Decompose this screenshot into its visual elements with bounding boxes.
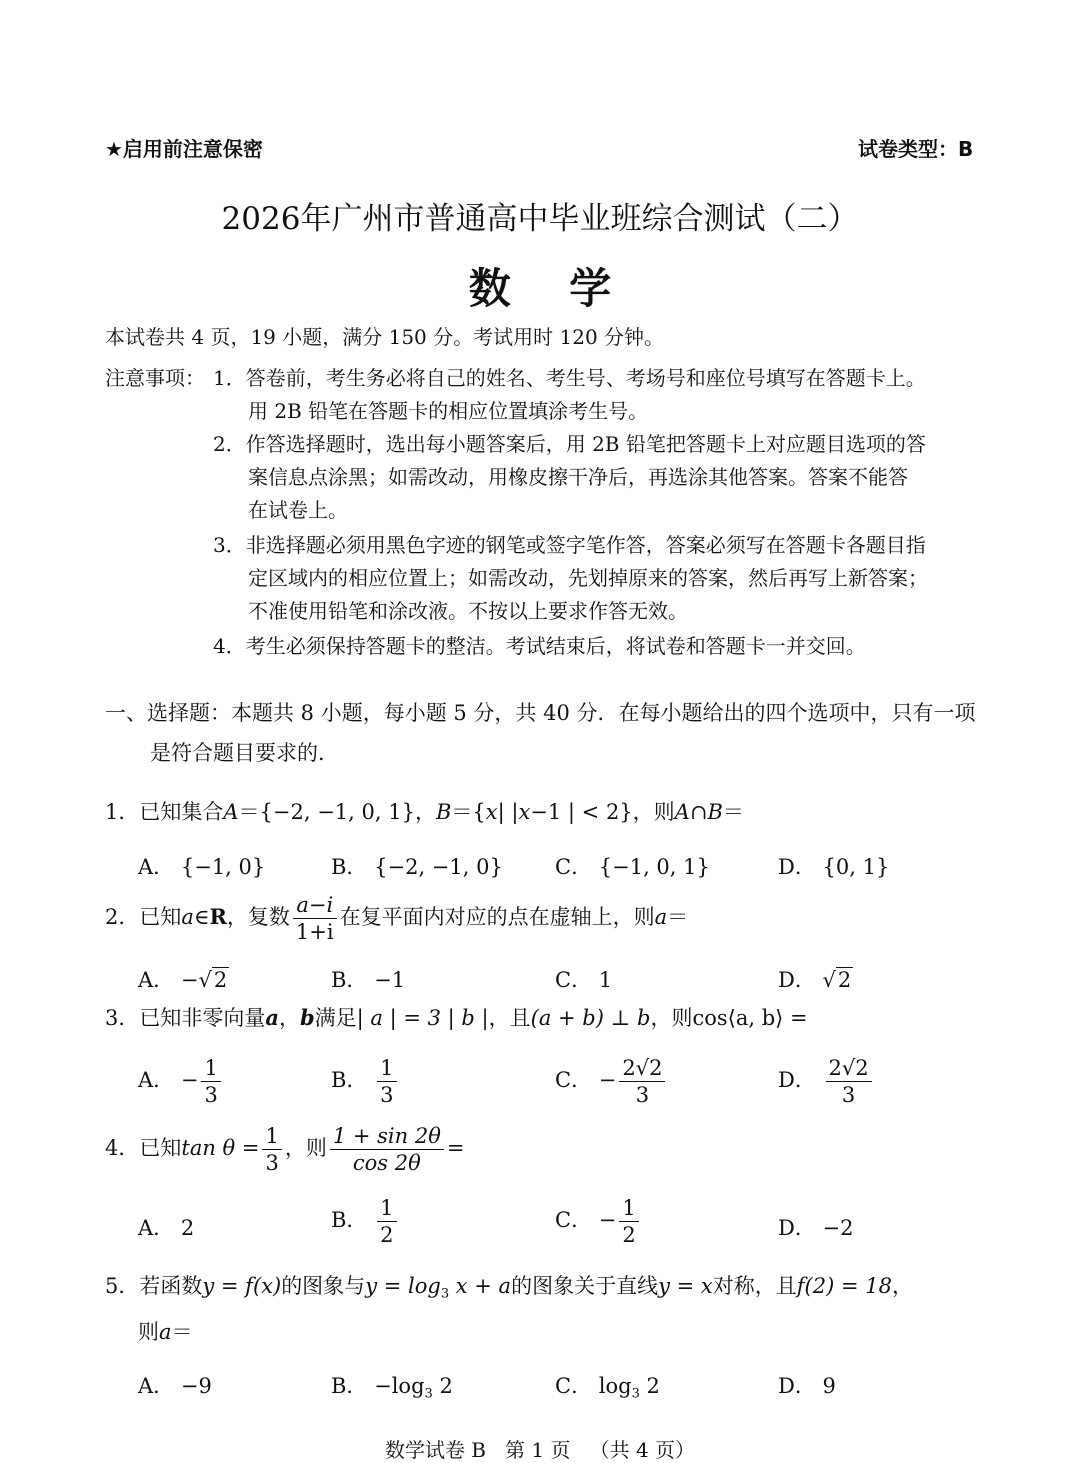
option-c: C． − $\frac{1}{2}$ — [555, 1196, 642, 1247]
exam-title: 2026年广州市普通高中毕业班综合测试（二） — [221, 201, 859, 237]
option-c: C． − $\frac{2√2}{3}$ — [555, 1056, 668, 1107]
option-b: B． $\frac{1}{3}$ — [331, 1056, 400, 1107]
option-d: D． {0, 1} — [778, 855, 890, 879]
notes-label: 注意事项： — [105, 366, 205, 390]
option-c: C． 1 — [555, 968, 613, 992]
option-d: D． 9 — [778, 1374, 836, 1398]
question-4: 4．已知tan θ = $\frac{1}{3}$ ，则 $\frac{1 + \sin 2\theta}{\cos 2\theta}$ = — [105, 1124, 465, 1176]
option-b: B． $\frac{1}{2}$ — [331, 1196, 400, 1247]
option-b: B． {−2, −1, 0} — [331, 855, 503, 879]
note-line: 案信息点涂黑；如需改动，用橡皮擦干净后，再选涂其他答案。答案不能答 — [248, 465, 908, 489]
option-d: D． √2 — [778, 968, 852, 992]
page-footer: 数学试卷 B 第 1 页 （共 4 页） — [384, 1438, 696, 1462]
question-5-cont: 则a＝ — [138, 1320, 193, 1344]
option-b: B． −1 — [331, 968, 406, 992]
question-1: 1．已知集合A＝{−2, −1, 0, 1}，B＝{x| |x−1 | < 2}，则A∩B＝ — [105, 800, 744, 824]
option-d: D． −2 — [778, 1216, 854, 1240]
option-d: D． $\frac{2√2}{3}$ — [778, 1056, 875, 1107]
section-heading-cont: 是符合题目要求的． — [150, 741, 339, 765]
question-2: 2．已知a∈R，复数 $\frac{a-i}{1+i}$ 在复平面内对应的点在虚轴上，则a＝ — [105, 893, 689, 945]
note-line: 4．考生必须保持答题卡的整洁。考试结束后，将试卷和答题卡一并交回。 — [213, 634, 866, 658]
subject-title: 数 学 — [468, 264, 612, 313]
note-line: 定区域内的相应位置上；如需改动，先划掉原来的答案，然后再写上新答案； — [248, 566, 928, 590]
option-a: A． {−1, 0} — [138, 855, 266, 879]
question-3: 3．已知非零向量a，b满足| a | = 3 | b |，且(a + b) ⊥ b，则cos⟨a, b⟩ = — [105, 1005, 808, 1030]
option-c: C． $\log_3 2$ — [555, 1374, 660, 1402]
note-line: 不准使用铅笔和涂改液。不按以上要求作答无效。 — [248, 599, 688, 623]
section-heading: 一、选择题：本题共 8 小题，每小题 5 分，共 40 分．在每小题给出的四个选项中，只有一项 — [105, 701, 976, 725]
exam-intro: 本试卷共 4 页，19 小题，满分 150 分。考试用时 120 分钟。 — [105, 325, 665, 349]
paper-type: 试卷类型：B — [858, 137, 974, 161]
note-line: 在试卷上。 — [248, 498, 348, 522]
option-b: B． $-\log_3$ 2 — [331, 1374, 453, 1402]
note-line: 1．答卷前，考生务必将自己的姓名、考生号、考场号和座位号填写在答题卡上。 — [213, 366, 926, 390]
option-a: A． −√2 — [138, 968, 228, 992]
note-line: 3．非选择题必须用黑色字迹的钢笔或签字笔作答，答案必须写在答题卡各题目指 — [213, 533, 926, 557]
confidential-note: ★启用前注意保密 — [105, 137, 263, 161]
note-line: 用 2B 铅笔在答题卡的相应位置填涂考生号。 — [248, 399, 649, 423]
option-a: A． 2 — [138, 1216, 195, 1240]
question-5: 5．若函数y = f(x)的图象与$y = \log_3 x + a$的图象关于直线y = x对称，且f(2) = 18， — [105, 1274, 913, 1302]
option-c: C． {−1, 0, 1} — [555, 855, 710, 879]
note-line: 2．作答选择题时，选出每小题答案后，用 2B 铅笔把答题卡上对应题目选项的答 — [213, 432, 926, 456]
option-a: A． −9 — [138, 1374, 212, 1398]
option-a: A． − $\frac{1}{3}$ — [138, 1056, 224, 1107]
